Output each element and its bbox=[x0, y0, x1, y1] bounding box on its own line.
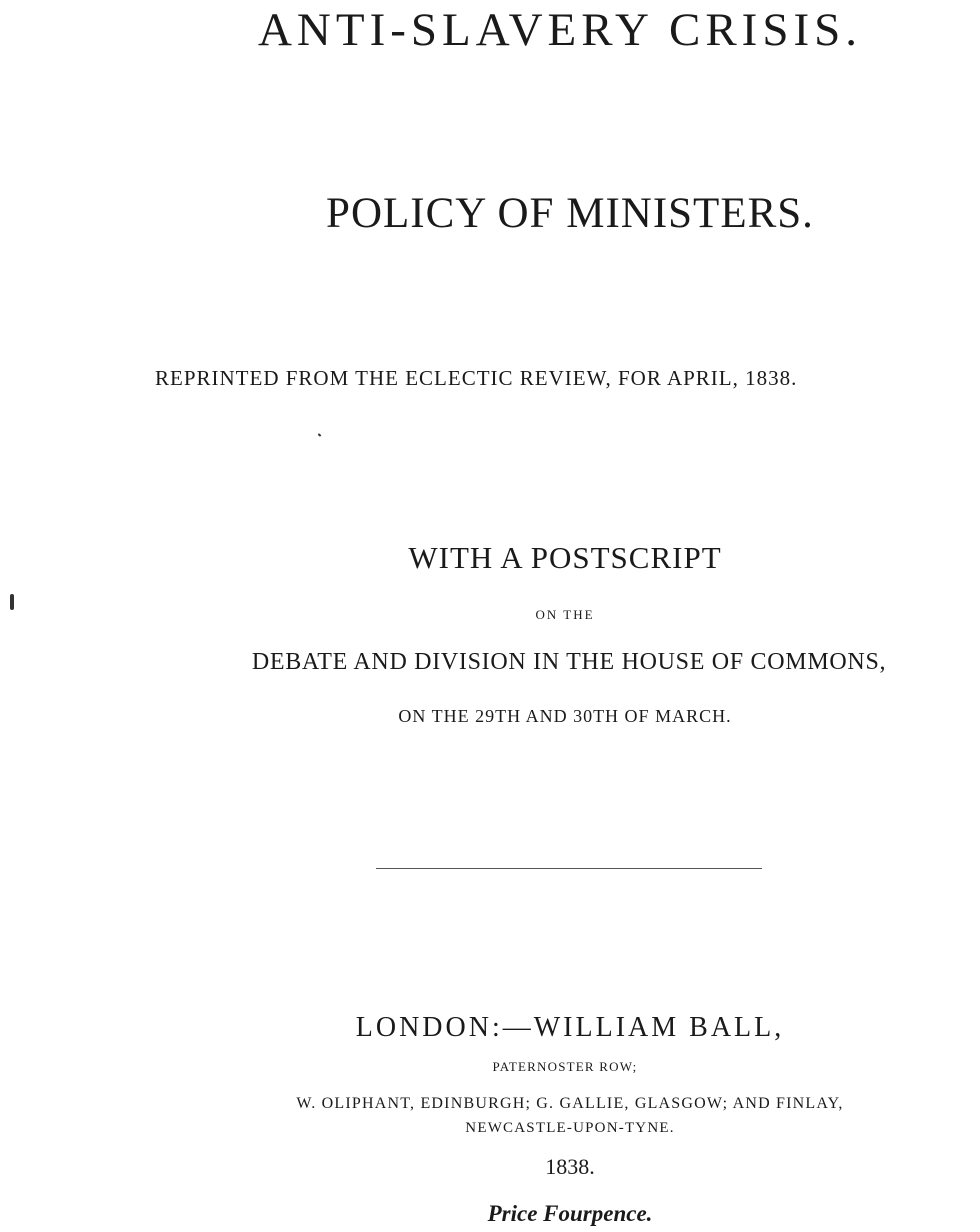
postscript-heading: WITH A POSTSCRIPT bbox=[408, 540, 722, 575]
publisher-newcastle: NEWCASTLE-UPON-TYNE. bbox=[465, 1120, 675, 1136]
on-the-label: ON THE bbox=[535, 607, 595, 622]
page-title: ANTI-SLAVERY CRISIS. bbox=[257, 4, 862, 56]
scan-mark bbox=[318, 433, 322, 436]
publisher-address: PATERNOSTER ROW; bbox=[492, 1059, 638, 1074]
reprint-note: REPRINTED FROM THE ECLECTIC REVIEW, FOR APRIL, 1838. bbox=[155, 366, 798, 390]
debate-dates: ON THE 29TH AND 30TH OF MARCH. bbox=[398, 706, 732, 726]
price-note: Price Fourpence. bbox=[487, 1201, 653, 1226]
page-subtitle: POLICY OF MINISTERS. bbox=[326, 190, 814, 237]
publisher-london: LONDON:—WILLIAM BALL, bbox=[355, 1012, 785, 1043]
section-divider bbox=[376, 868, 762, 869]
scan-mark bbox=[10, 594, 14, 610]
debate-heading: DEBATE AND DIVISION IN THE HOUSE OF COMMONS, bbox=[251, 649, 887, 675]
publication-year: 1838. bbox=[545, 1154, 595, 1179]
other-publishers: W. OLIPHANT, EDINBURGH; G. GALLIE, GLASGOW; AND FINLAY, bbox=[296, 1095, 844, 1112]
